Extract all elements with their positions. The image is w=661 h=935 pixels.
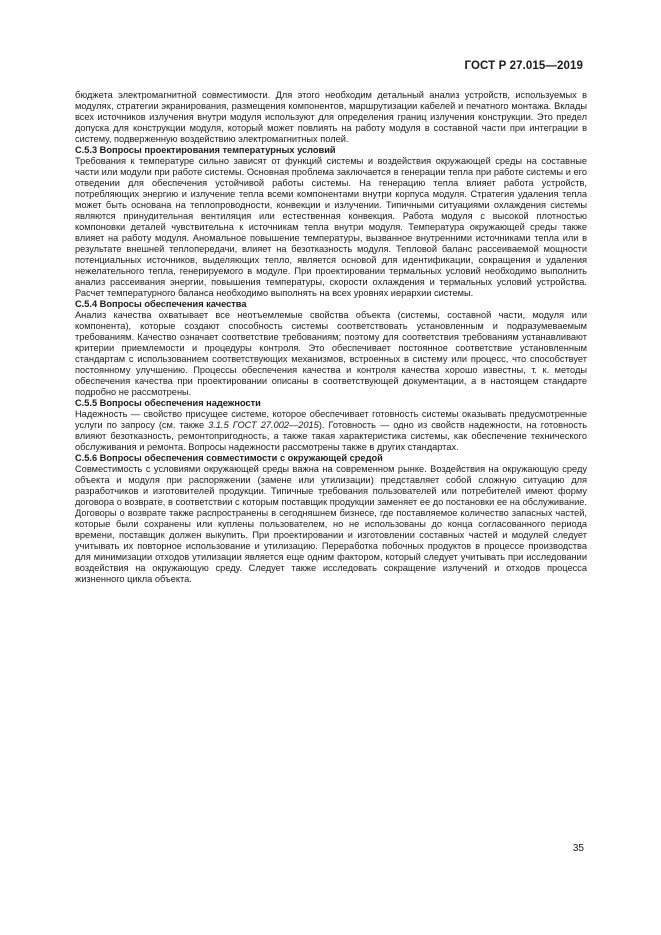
section-heading-c53: С.5.3 Вопросы проектирования температурных условий [75, 145, 336, 155]
section-heading-c55: С.5.5 Вопросы обеспечения надежности [75, 398, 261, 408]
document-body [75, 90, 587, 585]
section-body-c55-part2: ). Готовность — одно из свойств надежности, на готовность влияют безотказность, ремонтопригодность, а также такая характеристика системы, как обеспечение технического обслуживания и ремонта. Вопросы надежности рассмотрены также в других стандартах. [75, 420, 588, 452]
page-number: 35 [572, 843, 584, 854]
section-heading-c56: С.5.6 Вопросы обеспечения совместимости с окружающей средой [75, 453, 383, 463]
section-body-c56: Совместимость с условиями окружающей среды важна на современном рынке. Воздействия на окружающую среду объекта и модуля при распоряжении (замене или утилизации) представляет собой сложную ситуацию для разработчиков и изготовителей продукции. Типичные требования пользователей или потребителей имеют форму договора о возврате, в соответствии с которым поставщик продукции заменяет ее до постановки ее на обслуживание. Договоры о возврате также распространены в сегодняшнем бизнесе, где поставляемое количество запасных частей, которые были сохранены или куплены пользователем, но не использованы до конца согласованного периода времени, поставщик должен выкупить. При проектировании и изготовлении составных частей и модулей следует учитывать их повторное использование и утилизацию. Переработка побочных продуктов в процессе производства для минимизации отходов утилизации является еще одним фактором, который следует учитывать при исследовании воздействия на окружающую среду. Следует также исследовать сокращение излучений и отходов процесса жизненного цикла объекта. [75, 464, 587, 584]
section-heading-c54: С.5.4 Вопросы обеспечения качества [75, 299, 247, 309]
section-body-c55-part1: Надежность — свойство присущее системе, которое обеспечивает готовность системы оказывать предусмотренные услуги по запросу (см. также [75, 409, 587, 430]
section-body-c55 [75, 409, 587, 453]
intro-paragraph: бюджета электромагнитной совместимости. Для этого необходим детальный анализ устройств, используемых в модулях, стратегии экранирования, размещения компонентов, маршрутизации кабелей и печатного монтажа. Вклады всех источников излучения внутри модуля используют для определения границ излучения конструкции. Это предел допуска для конструкции модуля, который может повлиять на работу модуля в составной части при интеграции в систему, подверженную воздействию электромагнитных полей. [75, 90, 587, 144]
page-header-standard-id: ГОСТ Р 27.015—2019 [464, 60, 583, 72]
section-body-c53: Требования к температуре сильно зависят от функций системы и воздействия окружающей среды на составные части или модули при работе системы. Основная проблема заключается в генерации тепла при работе системы и его отведении для обеспечения устойчивой работы системы. На генерацию тепла влияет работа устройств, потребляющих энергию и излучение тепла всеми компонентами внутри корпуса модуля. Стратегия удаления тепла может быть основана на теплопроводности, конвекции и излучении. Типичными ситуациями охлаждения системы являются принудительная вентиляция или естественная конвекция. Работа модуля с высокой плотностью компоновки деталей чувствительна к источникам тепла внутри модуля. Температура окружающей среды также влияет на работу модуля. Аномальное повышение температуры, вызванное внутренними источниками тепла или в результате внешней теплопередачи, влияет на безотказность модуля. Тепловой баланс рассеиваемой мощности потенциальных источников, выделяющих тепло, является основой для идентификации, сокращения и удаления нежелательного тепла, генерируемого в модуле. При проектировании термальных условий необходимо выполнить анализ рассеивания энергии, повышения температуры, скорости охлаждения и термальных условий устройства. Расчет температурного баланса необходимо выполнять на всех уровнях иерархии системы. [75, 156, 587, 298]
standard-reference: 3.1.5 ГОСТ 27.002—2015 [208, 420, 319, 430]
section-body-c54: Анализ качества охватывает все неотъемлемые свойства объекта (системы, составной части, модуля или компонента), которые создают способность системы соответствовать установленным и подразумеваемым требованиям. Качество означает соответствие требованиям; поэтому для соответствия требованиям устанавливают критерии приемлемости и процедуры контроля. Это обеспечивает постоянное соответствие установленным стандартам с использованием соответствующих механизмов, встроенных в систему или процесс, что способствует постоянному улучшению. Процессы обеспечения качества и контроля качества хорошо известны, т. к. методы обеспечения качества при проектировании описаны в соответствующей документации, а в настоящем стандарте подробно не рассмотрены. [75, 310, 587, 397]
